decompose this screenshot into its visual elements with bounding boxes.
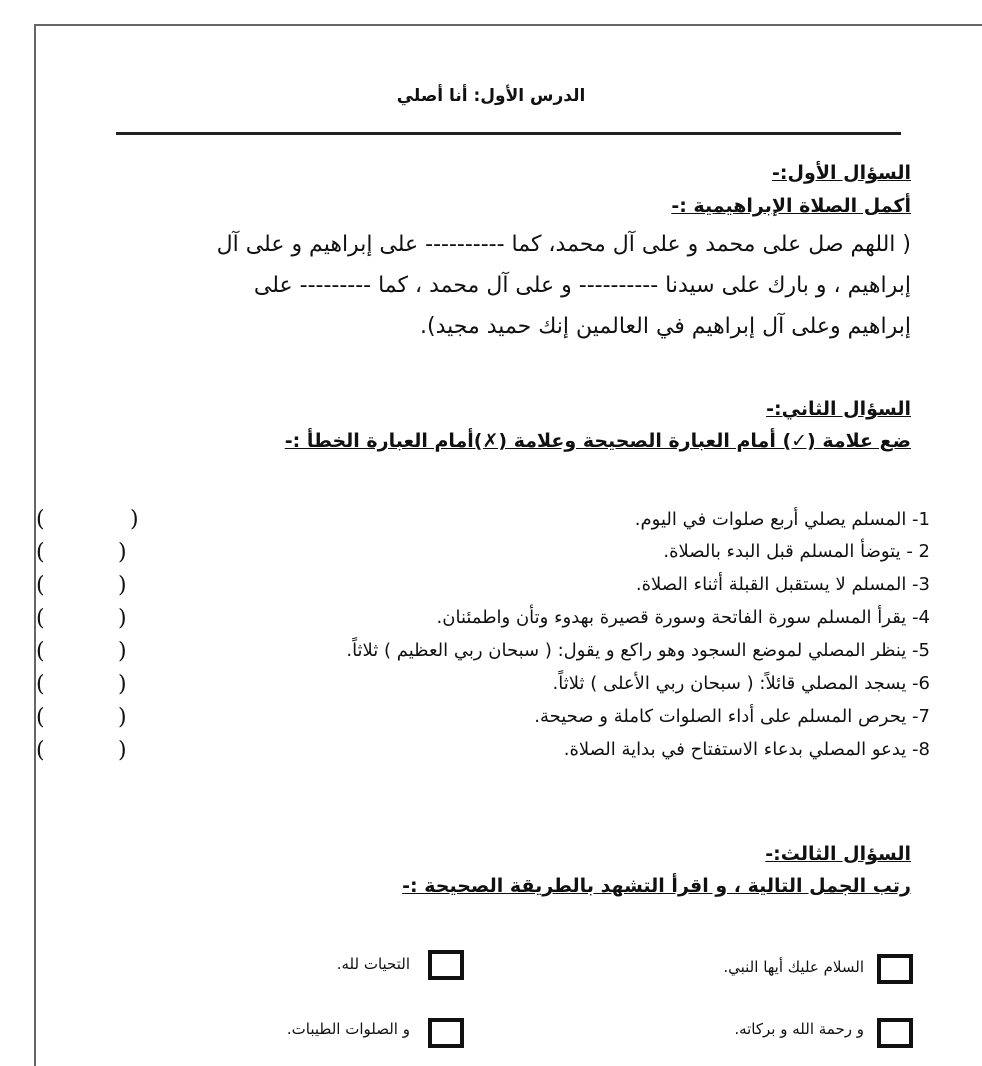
answer-close-paren: ) [118, 738, 127, 763]
answer-open-paren: ( [36, 507, 45, 532]
answer-open-paren: ( [36, 540, 45, 565]
q2-item-6: 6- يسجد المصلي قائلاً: ( سبحان ربي الأعلى ) ثلاثاً. [552, 673, 930, 694]
answer-close-paren: ) [118, 639, 127, 664]
order-checkbox[interactable] [428, 950, 464, 980]
lesson-title: الدرس الأول: أنا أصلي [396, 86, 586, 106]
answer-close-paren: ) [118, 540, 127, 565]
q2-item-2: 2 - يتوضأ المسلم قبل البدء بالصلاة. [663, 541, 930, 562]
q2-item-4: 4- يقرأ المسلم سورة الفاتحة وسورة قصيرة بهدوء وتأن واطمئنان. [436, 607, 930, 628]
q2-item-8: 8- يدعو المصلي بدعاء الاستفتاح في بداية الصلاة. [563, 739, 930, 760]
q1-line-3: إبراهيم وعلى آل إبراهيم في العالمين إنك حميد مجيد). [420, 314, 911, 339]
q3-instruction: رتب الجمل التالية ، و اقرأ التشهد بالطريقة الصحيحة :- [402, 875, 911, 897]
q1-instruction: أكمل الصلاة الإبراهيمية :- [671, 195, 911, 217]
order-checkbox[interactable] [428, 1018, 464, 1048]
answer-close-paren: ) [118, 705, 127, 730]
answer-close-paren: ) [118, 672, 127, 697]
answer-open-paren: ( [36, 606, 45, 631]
q3-option-1: السلام عليك أيها النبي. [723, 958, 864, 976]
q2-item-7: 7- يحرص المسلم على أداء الصلوات كاملة و صحيحة. [534, 706, 930, 727]
q3-option-3: و رحمة الله و بركاته. [734, 1020, 864, 1038]
answer-close-paren: ) [118, 573, 127, 598]
q3-option-4: و الصلوات الطيبات. [286, 1020, 410, 1038]
q1-heading: السؤال الأول:- [772, 162, 911, 184]
q1-line-1: ( اللهم صل على محمد و على آل محمد، كما ---------- على إبراهيم و على آل [216, 232, 911, 257]
q2-instruction: ضع علامة (✓) أمام العبارة الصحيحة وعلامة (✗)أمام العبارة الخطأ :- [284, 430, 911, 452]
order-checkbox[interactable] [877, 954, 913, 984]
answer-close-paren: ) [130, 507, 139, 532]
title-divider [116, 132, 901, 135]
q2-heading: السؤال الثاني:- [766, 398, 911, 420]
answer-open-paren: ( [36, 672, 45, 697]
answer-open-paren: ( [36, 639, 45, 664]
q2-item-3: 3- المسلم لا يستقبل القبلة أثناء الصلاة. [635, 574, 930, 595]
answer-close-paren: ) [118, 606, 127, 631]
answer-open-paren: ( [36, 738, 45, 763]
answer-open-paren: ( [36, 573, 45, 598]
order-checkbox[interactable] [877, 1018, 913, 1048]
q2-item-5: 5- ينظر المصلي لموضع السجود وهو راكع و يقول: ( سبحان ربي العظيم ) ثلاثاً. [346, 640, 930, 661]
q3-option-2: التحيات لله. [336, 955, 410, 973]
q3-heading: السؤال الثالث:- [765, 843, 911, 865]
q2-item-1: 1- المسلم يصلي أربع صلوات في اليوم. [634, 509, 930, 530]
q1-line-2: إبراهيم ، و بارك على سيدنا ---------- و على آل محمد ، كما --------- على [253, 273, 911, 298]
answer-open-paren: ( [36, 705, 45, 730]
